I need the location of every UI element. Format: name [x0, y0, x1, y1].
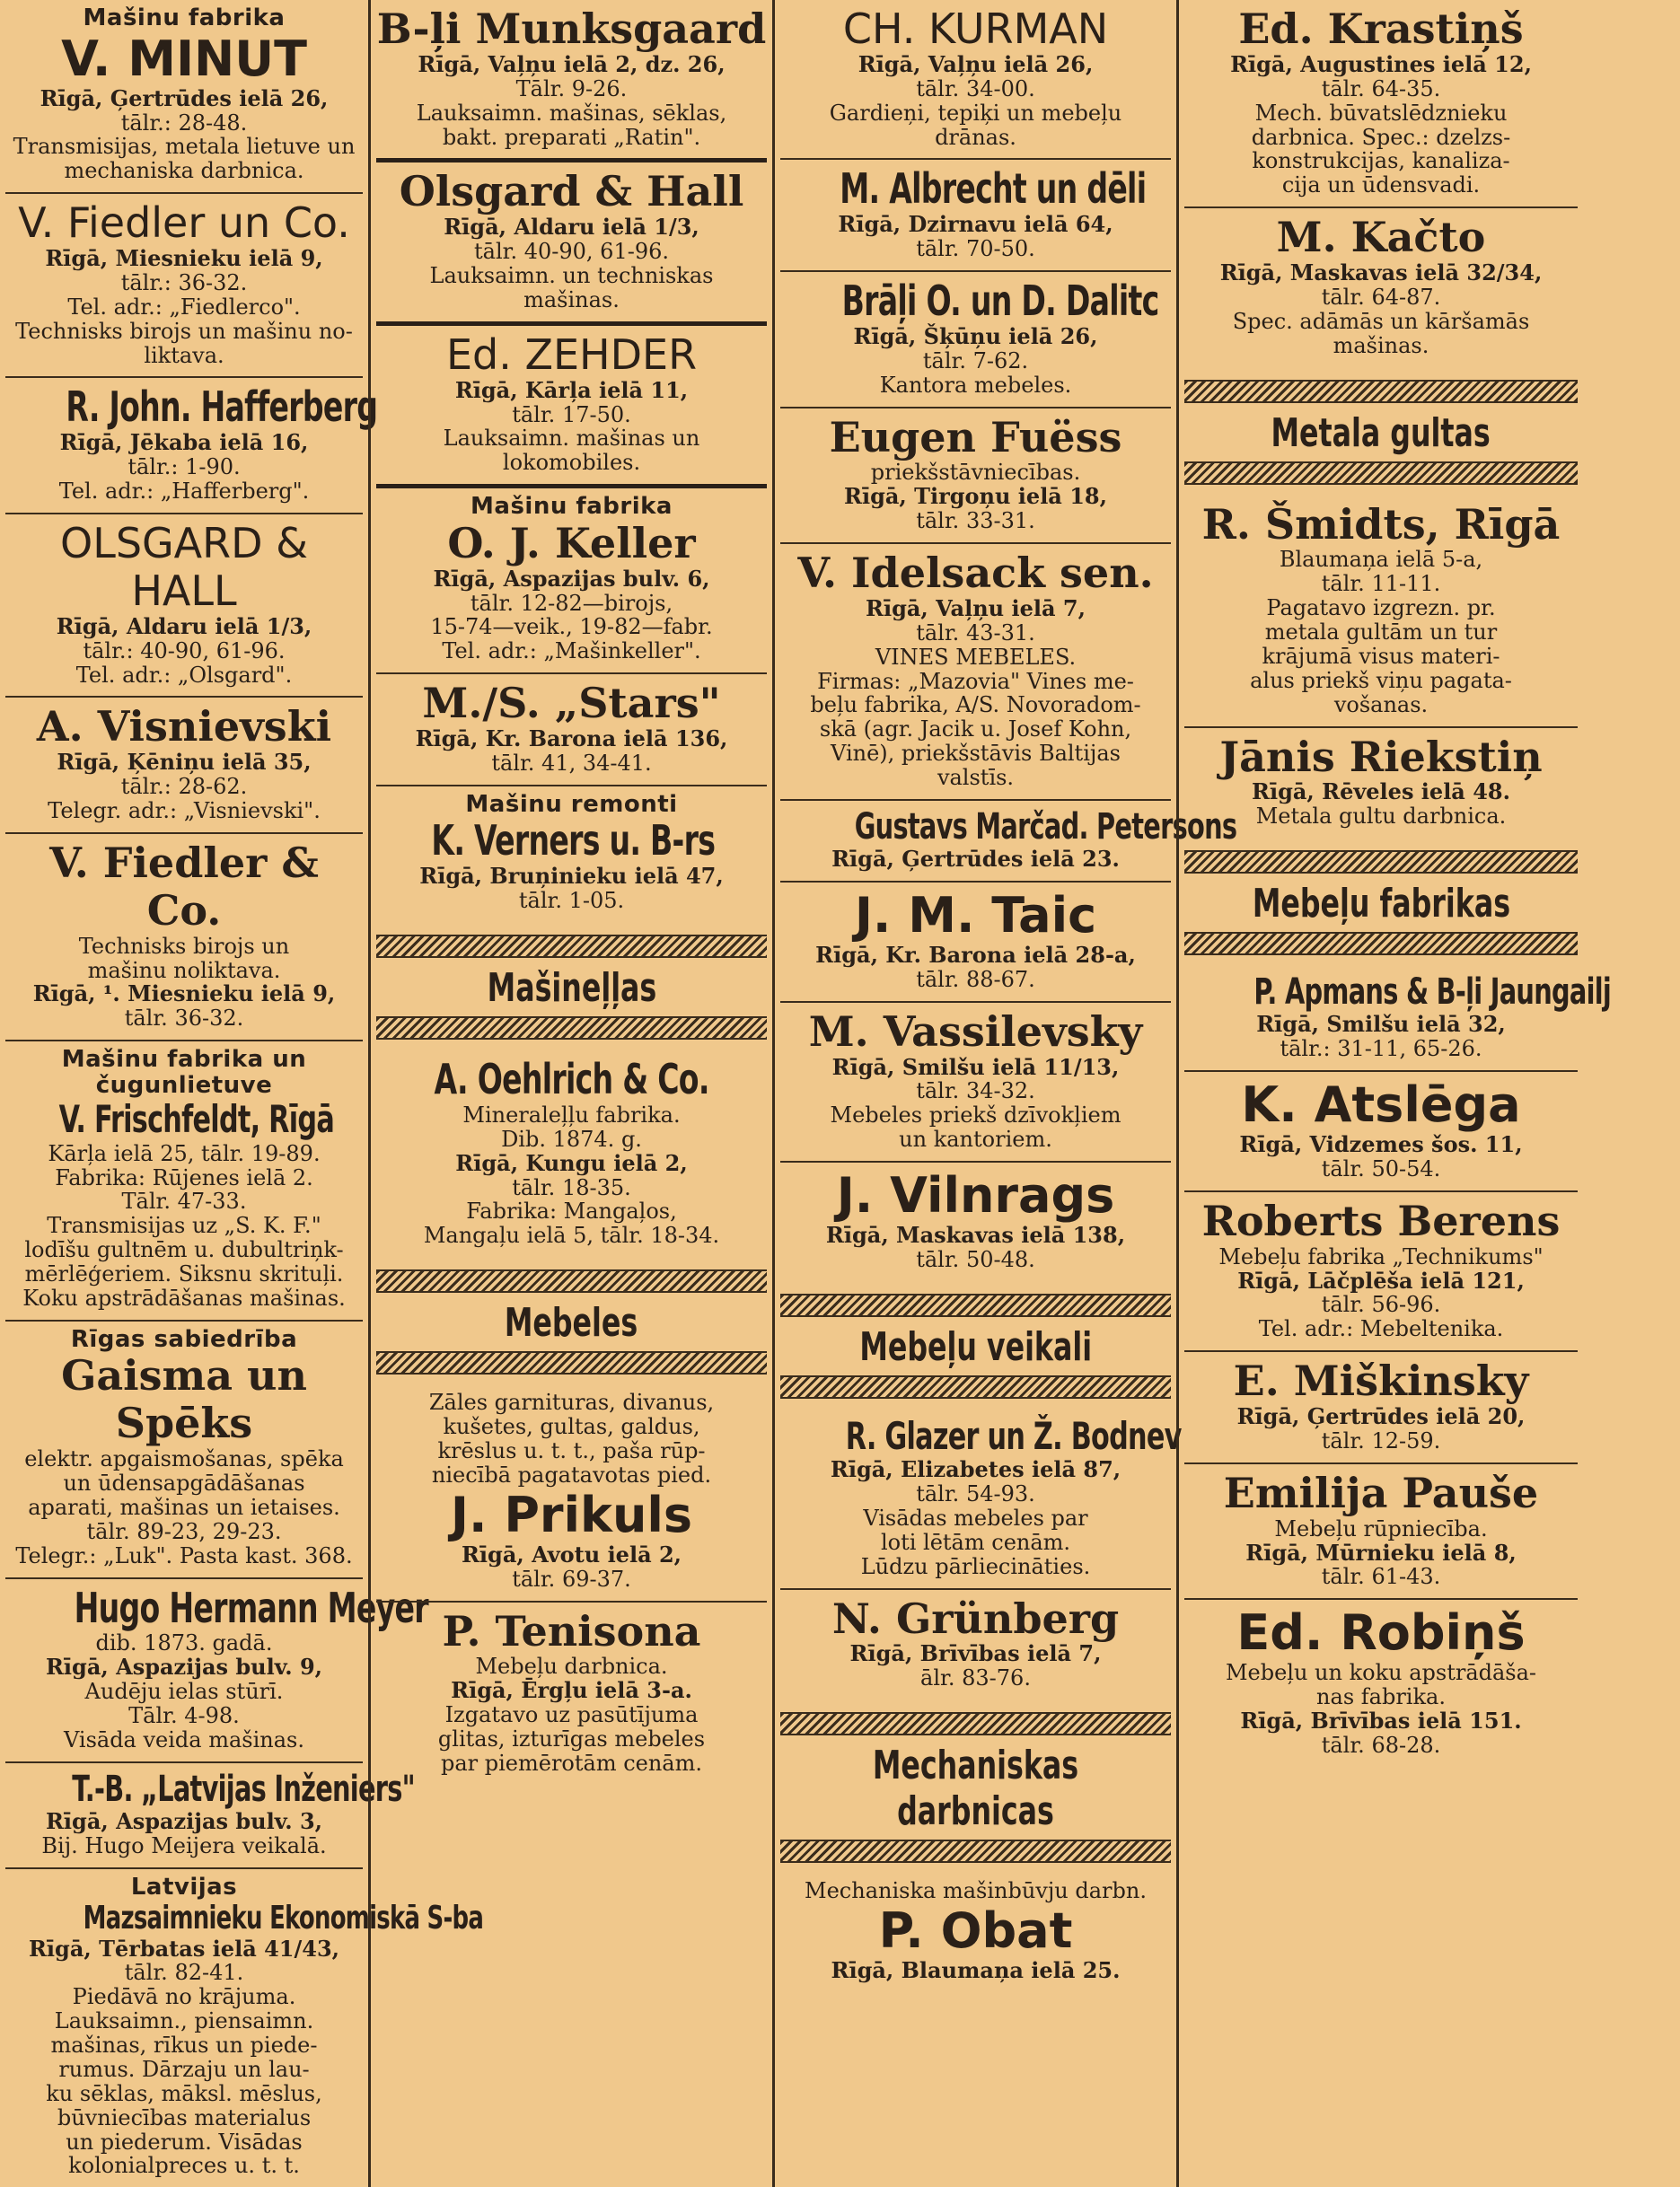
listing-gaisma-un-spe-ks	[5, 1322, 363, 1579]
listing-kicker: Rīgas sabiedrība	[70, 1325, 298, 1353]
listing-text-line: lokomobiles.	[502, 450, 641, 476]
listing-text-line: Mebeles priekš dzīvokļiem	[830, 1102, 1121, 1129]
listing-text-line: Tel. adr.: Mebeltenika.	[1258, 1316, 1504, 1342]
company-name: N. Grünberg	[831, 1594, 1120, 1643]
company-name-wrap	[5, 1583, 428, 1632]
listing-text-line: tālr. 1-05.	[518, 888, 625, 914]
company-name-wrap	[5, 1900, 484, 1937]
company-name-wrap	[780, 1413, 1182, 1458]
company-name: Jānis Riekstiņ	[1219, 732, 1543, 781]
listing-text-line: un kantoriem.	[899, 1127, 1052, 1153]
listing-v-fiedler-co	[5, 834, 363, 1041]
listing-text-line: tālr. 61-43.	[1321, 1564, 1441, 1590]
listing-text-line: Mebeļu rūpniecība.	[1274, 1515, 1488, 1541]
company-name: R. Glazer un Ž. Bodnev	[845, 1413, 1182, 1458]
listing-text-line: kolonialpreces u. t. t.	[68, 2153, 300, 2179]
company-name: Gaisma un Spēks	[61, 1351, 307, 1448]
listing-text-line: Fabrika: Rūjenes ielā 2.	[55, 1164, 313, 1190]
section-banner	[1184, 367, 1578, 496]
ornament-stripe	[1184, 461, 1578, 485]
listing-text-line: Mechaniska mašinbūvju darbn.	[805, 1878, 1147, 1904]
listing-text-line: glitas, izturīgas mebeles	[437, 1726, 706, 1752]
listing-text-line: tālr. 89-23, 29-23.	[86, 1518, 282, 1544]
listing-text-line: tālr. 70-50.	[916, 236, 1035, 262]
ornament-stripe	[376, 1351, 767, 1375]
listing-text-line: tālr. 56-96.	[1321, 1292, 1441, 1318]
listing-kicker: Mašinu remonti	[465, 790, 678, 818]
listing-text-line: Transmisijas uz „S. K. F."	[47, 1213, 321, 1239]
company-name-wrap	[780, 277, 1171, 325]
listing-text-line: tālr. 64-87.	[1321, 284, 1441, 310]
company-name: Gustavs Marčad. Petersons	[854, 805, 1237, 848]
section-title: Mašineļļas	[487, 965, 656, 1012]
listing-text-line: darbnica. Spec.: dzelzs-	[1251, 124, 1511, 150]
listing-ed-zehder	[376, 326, 767, 488]
listing-text-line: tālr. 50-48.	[916, 1247, 1035, 1273]
company-name: J. M. Taic	[854, 886, 1097, 944]
listing-eugen-fue-ss	[780, 408, 1171, 545]
company-name: M. Kačto	[1276, 213, 1486, 262]
listing-text-line: priekšstāvniecības.	[870, 460, 1081, 486]
company-name: CH. KURMAN	[842, 4, 1109, 53]
company-name: B-ļi Munksgaard	[376, 4, 767, 53]
listing-text-line: Rīgā, Vidzemes šos. 11,	[1239, 1131, 1523, 1158]
section-banner	[780, 1700, 1171, 1874]
listing-m-kac-to	[1184, 208, 1578, 366]
listing-text-line: tālr. 41, 34-41.	[491, 750, 652, 776]
listing-olsgard-hall	[376, 162, 767, 325]
listing-text-line: Rīgā, Mūrnieku ielā 8,	[1245, 1539, 1517, 1566]
listing-text-line: Tālr. 47-33.	[121, 1189, 247, 1215]
listing-text-line: Rīgā, Kr. Barona ielā 136,	[415, 725, 728, 752]
ornament-stripe	[1184, 932, 1578, 955]
listing-text-line: ālr. 83-76.	[920, 1665, 1031, 1691]
section-banner	[1184, 838, 1578, 966]
listing-text-line: tālr.: 31-11, 65-26.	[1280, 1036, 1482, 1062]
column-1	[0, 0, 484, 2187]
listing-text-line: būvniecības materialus	[57, 2104, 312, 2130]
listing-text-line: Lauksaimn. mašinas, sēklas,	[416, 100, 727, 126]
company-name: V. MINUT	[61, 30, 307, 87]
listing-text-line: bakt. preparati „Ratin".	[442, 124, 701, 150]
listing-text-line: elektr. apgaismošanas, spēka	[24, 1446, 344, 1472]
listing-a-oehlrich-co	[376, 1050, 767, 1257]
listing-text-line: Rīgā, Maskavas ielā 32/34,	[1219, 259, 1543, 286]
listing-v-fiedler-un-co	[5, 194, 363, 378]
listing-e-mis-kinsky	[1184, 1352, 1578, 1464]
listing-text-line: Tel. adr.: „Mašinkeller".	[442, 638, 701, 664]
listing-text-line: Rīgā, Aspazijas bulv. 3,	[45, 1807, 323, 1834]
listing-text-line: Mebeļu un koku apstrādāša-	[1225, 1660, 1537, 1686]
listing-text-line: tālr. 82-41.	[124, 1960, 244, 1986]
listing-k-atsle-ga	[1184, 1072, 1578, 1192]
listing-text-line: Rīgā, Brīvības ielā 7,	[849, 1640, 1102, 1667]
listing-text-line: mašinas.	[523, 286, 620, 312]
listing-text-line: Rīgā, Maskavas ielā 138,	[825, 1222, 1126, 1249]
company-name: Eugen Fuëss	[829, 412, 1122, 461]
listing-text-line: Mebeļu fabrika „Technikums"	[1218, 1243, 1544, 1269]
listing-text-line: Bij. Hugo Meijera veikalā.	[41, 1832, 327, 1858]
listing-text-line: par piemērotām cenām.	[440, 1750, 703, 1776]
listing-text-line: Mech. būvatslēdznieku	[1254, 100, 1508, 126]
listing-ed-krastin-s	[1184, 0, 1578, 208]
listing-text-line: Blaumaņa ielā 5-a,	[1279, 547, 1483, 573]
listing-text-line: Tel. adr.: „Fiedlerco".	[67, 294, 301, 320]
listing-m-albrecht-un-de-li	[780, 160, 1171, 272]
company-name: V. Fiedler & Co.	[49, 838, 319, 935]
listing-text-line: Tel. adr.: „Olsgard".	[75, 662, 293, 688]
company-name-wrap	[1184, 971, 1612, 1014]
listing-text-line: un piederum. Visādas	[66, 2129, 303, 2155]
listing-t-b-latvijas-inz-eniers	[5, 1763, 415, 1869]
listing-text-line: dib. 1873. gadā.	[95, 1630, 273, 1656]
listing-kicker: Mašinu fabrika	[471, 493, 673, 521]
listing-o-j-keller	[376, 488, 767, 674]
listing-m-vassilevsky	[780, 1003, 1171, 1163]
ornament-stripe	[1184, 380, 1578, 403]
listing-olsgard-hall	[5, 514, 363, 698]
ornament-stripe	[376, 1269, 767, 1293]
listing-text-line: krājumā visus materi-	[1262, 643, 1500, 669]
company-name: M. Vassilevsky	[808, 1006, 1143, 1056]
column-4	[1176, 0, 1612, 2187]
company-name: O. J. Keller	[447, 518, 696, 567]
company-name-wrap	[376, 1056, 767, 1103]
company-name: A. Visnievski	[36, 702, 332, 751]
listing-text-line: loti lētām cenām.	[880, 1529, 1071, 1555]
listing-text-line: Transmisijas, metala lietuve un	[13, 134, 356, 160]
listing-text-line: Rīgā, Brīvības ielā 151.	[1240, 1708, 1522, 1735]
listing-text-line: Technisks birojs un mašinu no-	[15, 318, 353, 344]
company-name: K. Verners u. B-rs	[431, 816, 716, 865]
listing-text-line: VINES MEBELES.	[875, 644, 1077, 670]
company-name: Olsgard & Hall	[399, 167, 744, 216]
listing-j-vilnrags	[780, 1163, 1171, 1281]
ornament-stripe	[780, 1294, 1171, 1317]
listing-hugo-hermann-meyer	[5, 1579, 428, 1763]
section-title: Mebeles	[505, 1300, 638, 1347]
listing-text-line: rumus. Dārzaju un lau-	[58, 2056, 310, 2082]
company-name: V. Fiedler un Co.	[18, 198, 350, 248]
listing-text-line: Piedāvā no krājuma.	[72, 1984, 296, 2010]
listing-text-line: alus priekš viņu pagata-	[1250, 667, 1512, 693]
listing-text-line: aparati, mašinas un ietaises.	[28, 1494, 340, 1520]
company-name: J. Vilnrags	[836, 1167, 1115, 1225]
listing-roberts-berens	[1184, 1192, 1578, 1352]
section-title: Mebeļu veikali	[859, 1323, 1092, 1370]
listing-text-line: Dib. 1874. g.	[501, 1126, 642, 1152]
listing-text-line: tālr. 50-54.	[1321, 1155, 1441, 1181]
listing-text-line: Visādas mebeles par	[863, 1505, 1088, 1531]
listing-text-line: Technisks birojs un	[78, 933, 290, 959]
listing-m-s-stars	[376, 674, 767, 786]
listing-text-line: Lauksaimn., piensaimn.	[54, 2008, 314, 2034]
listing-kicker: Latvijas	[130, 1873, 238, 1901]
company-name: Brāļi O. un D. Dalitc	[841, 277, 1159, 326]
listing-p-obat	[780, 1874, 1171, 1992]
company-name: OLSGARD & HALL	[59, 518, 309, 615]
listing-text-line: Rīgā, Miesnieku ielā 9,	[45, 245, 323, 272]
listing-text-line: Metala gultu darbnica.	[1255, 804, 1507, 830]
listing-text-line: Rīgā, Aldaru ielā 1/3,	[56, 612, 312, 639]
listing-text-line: un ūdensapgādāšanas	[63, 1471, 305, 1497]
company-name: T.-B. „Latvijas Inženiers"	[72, 1768, 415, 1810]
listing-text-line: tālr.: 36-32.	[120, 269, 248, 295]
listing-text-line: Firmas: „Mazovia" Vines me-	[817, 668, 1134, 694]
company-name: V. Frischfeldt, Rīgā	[58, 1097, 335, 1142]
listing-text-line: Rīgā, Smilšu ielā 11/13,	[831, 1053, 1120, 1080]
listing-text-line: tālr. 12-82—birojs,	[470, 590, 673, 616]
ornament-stripe	[376, 935, 767, 958]
listing-text-line: tālr. 34-00.	[916, 75, 1035, 101]
listing-text-line: Rīgā, Augustines ielā 12,	[1230, 50, 1532, 77]
listing-text-line: Rīgā, Lāčplēša ielā 121,	[1237, 1267, 1525, 1294]
listing-text-line: Visāda veida mašinas.	[63, 1726, 305, 1752]
listing-text-line: Spec. adāmās un kāršamās	[1232, 308, 1530, 334]
section-title: Mechaniskas darbnicas	[872, 1743, 1079, 1835]
listing-b-l-i-munksgaard	[376, 0, 767, 162]
listing-text-line: Rīgā, Ērgļu ielā 3-a.	[451, 1677, 692, 1704]
listing-text-line: Tel. adr.: „Hafferberg".	[58, 479, 310, 505]
listing-text-line: tālr. 34-32.	[916, 1078, 1035, 1104]
listing-text-line: tālr.: 28-62.	[120, 774, 248, 800]
listing-emilija-paus-e	[1184, 1464, 1578, 1601]
section-title: Mebeļu fabrikas	[1252, 881, 1510, 927]
listing-j-m-taic	[780, 883, 1171, 1003]
listing-text-line: Rīgā, Kr. Barona ielā 28-a,	[815, 941, 1136, 968]
listing-text-line: Rīgā, Ģertrūdes ielā 23.	[831, 845, 1120, 872]
ornament-stripe	[780, 1712, 1171, 1735]
listing-text-line: Rīgā, Blaumaņa ielā 25.	[831, 1957, 1121, 1984]
listing-text-line: Audēju ielas stūrī.	[84, 1679, 284, 1705]
listing-a-visnievski	[5, 698, 363, 834]
column-3	[772, 0, 1237, 2187]
listing-text-line: Rīgā, Ģertrūdes ielā 26,	[40, 84, 329, 111]
listing-r-john-hafferberg	[5, 378, 378, 514]
listing-r-s-midts-ri-ga	[1184, 496, 1578, 728]
listing-bra-l-i-o-un-d-dalitc	[780, 272, 1171, 408]
listing-k-verners-u-b-rs	[376, 786, 767, 922]
listing-text-line: drānas.	[935, 124, 1016, 150]
section-banner	[780, 1281, 1171, 1410]
listing-ja-nis-riekstin	[1184, 728, 1578, 839]
listing-text-line: tālr. 33-31.	[916, 508, 1035, 534]
listing-text-line: tālr. 54-93.	[916, 1481, 1035, 1507]
listing-j-prikuls	[376, 1385, 767, 1602]
listing-ed-robin-s	[1184, 1600, 1578, 1767]
listing-text-line: Rīgā, Vaļņu ielā 26,	[858, 50, 1094, 77]
company-name-wrap	[5, 1098, 363, 1141]
listing-text-line: Izgatavo uz pasūtījuma	[444, 1702, 699, 1728]
listing-text-line: tālr.: 28-48.	[120, 110, 248, 136]
company-name: Ed. Robiņš	[1236, 1604, 1526, 1662]
listing-n-gru-nberg	[780, 1590, 1171, 1700]
listing-text-line: Rīgā, Ģertrūdes ielā 20,	[1236, 1403, 1526, 1430]
listing-ch-kurman	[780, 0, 1171, 160]
listing-text-line: tālr.: 40-90, 61-96.	[83, 637, 286, 663]
company-name: J. Prikuls	[450, 1486, 693, 1543]
listing-text-line: Rīgā, Kungu ielā 2,	[455, 1149, 688, 1176]
listing-v-frischfeldt-ri-ga	[5, 1041, 363, 1322]
listing-text-line: Mebeļu darbnica.	[475, 1654, 668, 1680]
listing-text-line: cija un ūdensvadi.	[1281, 172, 1481, 198]
company-name: A. Oehlrich & Co.	[434, 1055, 709, 1104]
listing-text-line: Mangaļu ielā 5, tālr. 18-34.	[423, 1223, 720, 1249]
listing-text-line: Rīgā, Šķūņu ielā 26,	[853, 322, 1098, 349]
listing-text-line: tālr.: 1-90.	[128, 454, 241, 480]
listing-text-line: Lūdzu pārliecināties.	[860, 1553, 1091, 1579]
company-name: Ed. Krastiņš	[1238, 4, 1524, 53]
listing-kicker: Mašinu fabrika	[83, 4, 286, 31]
company-name: M. Albrecht un dēli	[840, 164, 1147, 214]
ornament-stripe	[1184, 850, 1578, 874]
ornament-stripe	[780, 1840, 1171, 1863]
listing-text-line: Rīgā, Vaļņu ielā 7,	[866, 594, 1086, 621]
listing-v-minut	[5, 0, 363, 194]
listing-text-line: mechaniska darbnica.	[64, 158, 304, 184]
listing-text-line: Telegr. adr.: „Visnievski".	[48, 798, 321, 824]
company-name: R. John. Hafferberg	[66, 382, 378, 432]
listing-text-line: tālr. 18-35.	[512, 1174, 631, 1200]
listing-text-line: Rīgā, Kārļa ielā 11,	[454, 376, 689, 403]
listing-r-glazer-un-z-bodnev	[780, 1410, 1182, 1590]
company-name: P. Tenisona	[442, 1606, 701, 1656]
listing-text-line: Koku apstrādāšanas mašinas.	[22, 1285, 346, 1311]
listing-text-line: mašinas.	[1333, 332, 1429, 358]
column-2	[368, 0, 772, 2187]
listing-kicker: Mašinu fabrika un čugunlietuve	[61, 1046, 307, 1099]
listing-text-line: metala gultām un tur	[1264, 619, 1498, 646]
listing-text-line: konstrukcijas, kanaliza-	[1252, 148, 1510, 174]
listing-gustavs-marc-ad-petersons	[780, 801, 1237, 883]
company-name-wrap	[780, 165, 1171, 213]
listing-text-line: tālr. 36-32.	[124, 1006, 244, 1032]
listing-text-line: Rīgā, Elizabetes ielā 87,	[830, 1456, 1121, 1483]
listing-text-line: lodīšu gultnēm u. dubultriņk-	[24, 1237, 344, 1263]
company-name: M./S. „Stars"	[422, 679, 721, 728]
company-name: P. Apmans & B-ļi Jaungailj	[1253, 971, 1612, 1014]
section-title: Metala gultas	[1271, 409, 1491, 456]
company-name-wrap	[5, 382, 378, 432]
listing-text-line: tālr. 69-37.	[512, 1566, 631, 1592]
listing-text-line: skā (agr. Jacik u. Josef Kohn,	[819, 716, 1132, 742]
section-banner	[376, 1257, 767, 1385]
listing-text-line: Kantora mebeles.	[879, 372, 1072, 398]
listing-text-line: Lauksaimn. mašinas un	[443, 426, 700, 452]
listing-text-line: mērlēģeriem. Siksnu skrituļi.	[24, 1261, 344, 1287]
listing-text-line: valstīs.	[937, 765, 1015, 791]
ornament-stripe	[376, 1016, 767, 1040]
listing-text-line: Rīgā, Rēveles ielā 48.	[1252, 778, 1510, 805]
listing-text-line: tālr. 88-67.	[916, 966, 1035, 992]
listing-text-line: Rīgā, Ķēniņu ielā 35,	[57, 749, 312, 776]
listing-text-line: nas fabrika.	[1316, 1684, 1446, 1710]
listing-text-line: Rīgā, Aspazijas bulv. 9,	[45, 1654, 323, 1681]
listing-text-line: Rīgā, ¹. Miesnieku ielā 9,	[32, 980, 336, 1007]
listing-text-line: 15-74—veik., 19-82—fabr.	[430, 614, 713, 640]
company-name: Hugo Hermann Meyer	[74, 1583, 428, 1632]
company-name-wrap	[5, 1768, 415, 1810]
listing-p-tenisona	[376, 1603, 767, 1785]
listing-text-line: Pagatavo izgrezn. pr.	[1266, 595, 1496, 621]
listing-text-line: Tālr. 9-26.	[515, 75, 628, 101]
listing-text-line: tālr. 7-62.	[922, 347, 1029, 373]
company-name: E. Miškinsky	[1233, 1357, 1529, 1406]
listing-text-line: tālr. 12-59.	[1321, 1427, 1441, 1454]
listing-text-line: kušetes, gultas, galdus,	[443, 1414, 700, 1440]
listing-text-line: beļu fabrika, A/S. Novoradom-	[810, 692, 1141, 718]
listing-v-idelsack-sen	[780, 544, 1171, 801]
listing-p-apmans-b-l-i-jaungailj	[1184, 966, 1612, 1072]
listing-text-line: tālr. 11-11.	[1321, 571, 1441, 597]
listing-text-line: mašinas, rīkus un piede-	[50, 2033, 318, 2059]
ornament-stripe	[780, 1375, 1171, 1399]
listing-text-line: Rīgā, Jēkaba ielā 16,	[59, 429, 309, 456]
company-name: Mazsaimnieku Ekonomiskā S-ba	[83, 1900, 484, 1937]
listing-text-line: Tālr. 4-98.	[128, 1703, 240, 1729]
listing-text-line: tālr. 40-90, 61-96.	[474, 239, 669, 265]
company-name: Roberts Berens	[1201, 1196, 1561, 1245]
listing-text-line: Lauksaimn. un techniskas	[429, 263, 714, 289]
company-name: Emilija Pauše	[1223, 1468, 1539, 1517]
listing-text-line: Fabrika: Mangaļos,	[466, 1199, 677, 1225]
listing-text-line: Vinē), priekšstāvis Baltijas	[831, 741, 1121, 767]
listing-text-line: Rīgā, Tērbatas ielā 41/43,	[28, 1935, 340, 1962]
company-name: Ed. ZEHDER	[445, 329, 698, 379]
listing-text-line: Rīgā, Bruņinieku ielā 47,	[419, 863, 724, 890]
listing-text-line: Telegr.: „Luk". Pasta kast. 368.	[15, 1542, 353, 1568]
listing-text-line: Zāles garnituras, divanus,	[428, 1390, 715, 1416]
section-banner	[376, 922, 767, 1050]
company-name-wrap	[780, 805, 1237, 848]
listing-text-line: Rīgā, Avotu ielā 2,	[461, 1541, 682, 1568]
listing-text-line: tālr. 64-35.	[1321, 75, 1441, 101]
listing-text-line: niecībā pagatavotas pied.	[431, 1462, 712, 1488]
listing-text-line: Rīgā, Aldaru ielā 1/3,	[444, 214, 699, 241]
listing-text-line: tālr. 68-28.	[1321, 1733, 1441, 1759]
listing-text-line: Rīgā, Dzirnavu ielā 64,	[838, 211, 1113, 238]
listing-text-line: tālr. 17-50.	[512, 401, 631, 427]
listing-text-line: krēslus u. t. t., paša rūp-	[437, 1437, 706, 1463]
listing-text-line: tālr. 43-31.	[916, 619, 1035, 646]
listing-text-line: Mineraleļļu fabrika.	[462, 1102, 681, 1128]
listing-text-line: Gardieņi, tepiķi un mebeļu	[829, 100, 1122, 126]
listing-text-line: Rīgā, Aspazijas bulv. 6,	[433, 565, 710, 592]
company-name-wrap	[376, 817, 767, 865]
company-name: V. Idelsack sen.	[797, 549, 1154, 598]
listing-text-line: vošanas.	[1333, 691, 1429, 717]
company-name: P. Obat	[878, 1902, 1073, 1960]
company-name: R. Šmidts, Rīgā	[1201, 499, 1561, 549]
listing-text-line: Rīgā, Vaļņu ielā 2, dz. 26,	[418, 50, 726, 77]
listing-mazsaimnieku-ekonomiska-s-ba	[5, 1869, 484, 2187]
listing-text-line: ku sēklas, māksl. mēslus,	[46, 2080, 322, 2106]
listing-text-line: Rīgā, Smilšu ielā 32,	[1256, 1011, 1506, 1038]
listing-text-line: Kārļa ielā 25, tālr. 19-89.	[48, 1140, 321, 1166]
listing-text-line: liktava.	[144, 342, 224, 368]
company-name: K. Atslēga	[1241, 1076, 1521, 1133]
listing-text-line: mašinu noliktava.	[87, 957, 281, 983]
listing-text-line: Rīgā, Tirgoņu ielā 18,	[844, 483, 1107, 510]
